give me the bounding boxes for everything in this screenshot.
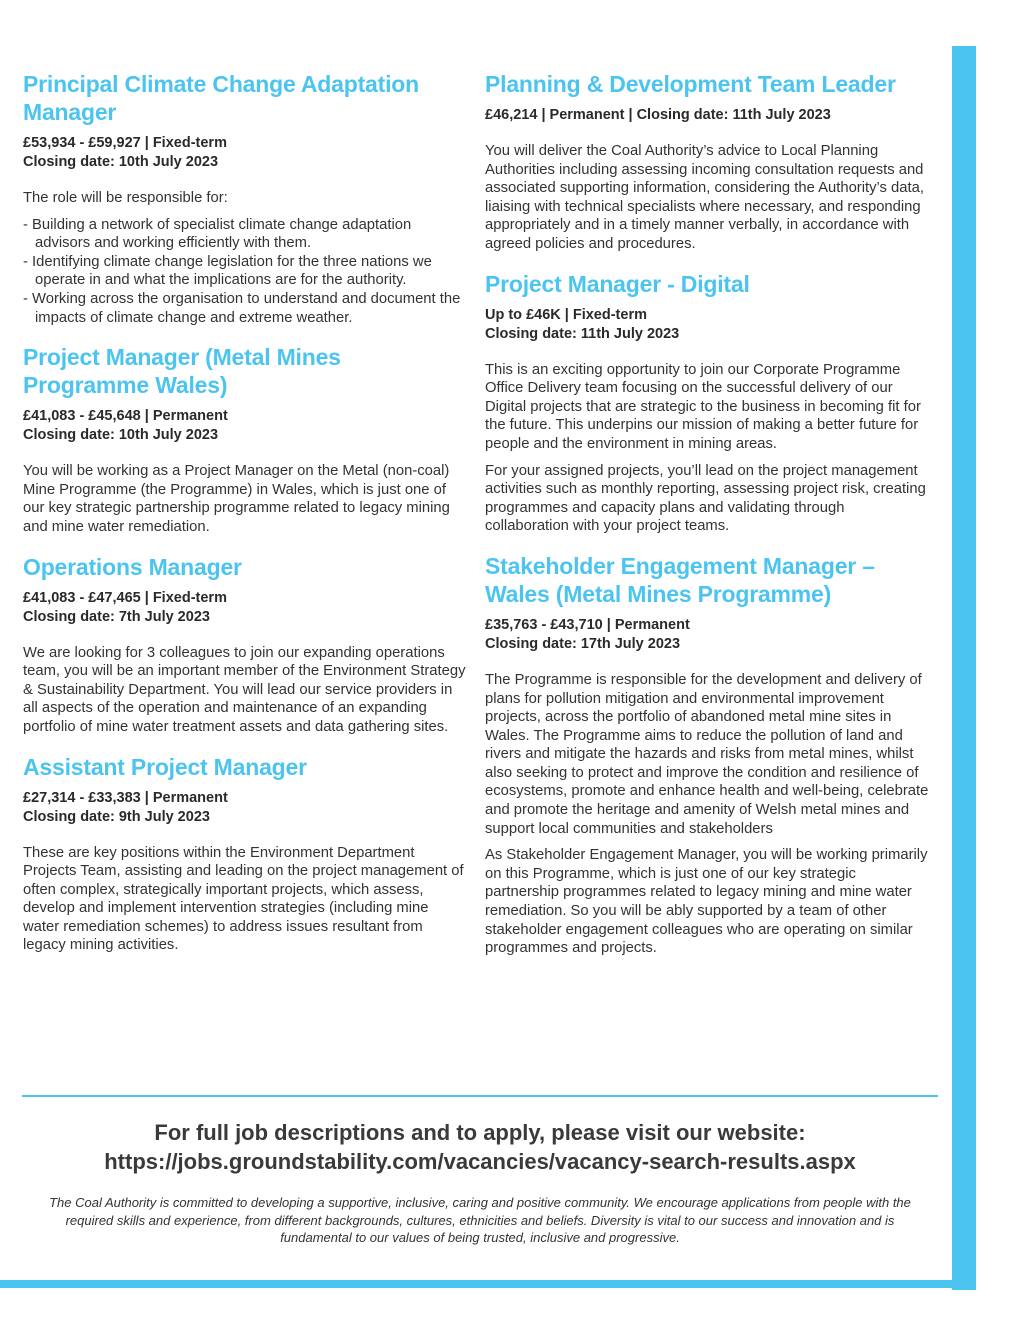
right-column [485,70,930,974]
list-item: - Building a network of specialist climate change adaptation advisors and working efficiently with them. [23,216,412,252]
job-meta [23,407,468,445]
job-meta [23,789,468,827]
job-salary: £41,083 - £47,465 | Fixed-term [23,589,227,606]
job-title: Assistant Project Manager [23,753,307,780]
job-salary: £41,083 - £45,648 | Permanent [23,408,228,425]
job-title: Project Manager - Digital [485,270,750,297]
job-title: Stakeholder Engagement Manager – Wales (Metal Mines Programme) [485,552,875,607]
call-to-action [22,1118,938,1176]
job-title: Project Manager (Metal Mines Programme Wales) [23,344,341,399]
job-listing [485,552,930,958]
job-salary-and-closing-date: £46,214 | Permanent | Closing date: 11th July 2023 [485,107,831,123]
section-divider [22,1095,938,1097]
list-item: - Identifying climate change legislation for the three nations we operate in and what the implications are for the authority. [23,253,432,289]
job-description: We are looking for 3 colleagues to join our expanding operations team, you will be an important member of the Environment Strategy & Sustainability Department. You will lead our service providers in all aspects of the operation and maintenance of an expanding portfolio of mine water treatment assets and data gathering sites. [23,644,466,735]
job-description: The role will be responsible for: [23,190,228,206]
job-listing [485,70,930,254]
job-description: For your assigned projects, you’ll lead on the project management activities such as monthly reporting, assessing project risk, creating programmes and capacity plans and validating through collaboration with your project teams. [485,462,926,535]
job-title: Planning & Development Team Leader [485,71,896,97]
left-column [23,70,468,971]
job-meta [485,106,930,125]
job-closing-date: Closing date: 10th July 2023 [23,427,219,444]
list-item: - Working across the organisation to understand and document the impacts of climate change and extreme weather. [23,290,461,326]
job-meta [23,134,468,172]
job-closing-date: Closing date: 17th July 2023 [485,635,681,652]
job-description: As Stakeholder Engagement Manager, you will be working primarily on this Programme, which is just one of our key strategic partnership programmes related to legacy mining and mine water remediation. So you will be ably supported by a team of other stakeholder engagement colleagues who are operating on similar programmes and projects. [485,847,928,957]
diversity-statement: The Coal Authority is committed to developing a supportive, inclusive, caring and positive community. We encourage applications from people with the required skills and experience, from different backgrounds, cultures, ethnicities and beliefs. Diversity is vital to our success and innovation and is fundamental to our values of being trusted, inclusive and progressive. [49,1195,911,1245]
bottom-accent-bar [0,1280,976,1288]
job-description: This is an exciting opportunity to join our Corporate Programme Office Delivery team focusing on the successful delivery of our Digital projects that are strategic to the business in becoming fit for the future. This underpins our mission of making a better future for people and the environment in mining areas. [485,361,921,452]
job-description: You will deliver the Coal Authority’s advice to Local Planning Authorities including assessing incoming consultation requests and associated supporting information, considering the Authority’s data, liaising with technical specialists where necessary, and responding appropriately and in a timely manner verbally, in accordance with agreed policies and procedures. [485,143,924,252]
website-link[interactable]: https://jobs.groundstability.com/vacancies/vacancy-search-results.aspx [104,1149,856,1174]
job-description: The Programme is responsible for the development and delivery of plans for pollution mitigation and environmental improvement projects, across the portfolio of abandoned metal mine sites in Wales. The Programme aims to reduce the pollution of land and rivers and mitigate the hazards and risks from metal mines, whilst also seeking to protect and improve the condition and resilience of ecosystems, promote and enhance health and well-being, celebrate and promote the heritage and amenity of Welsh metal mines and support local communities and stakeholders [485,671,929,837]
job-meta [23,589,468,627]
job-responsibilities [23,216,468,328]
job-salary: £53,934 - £59,927 | Fixed-term [23,135,227,151]
job-closing-date: Closing date: 10th July 2023 [23,154,219,170]
job-meta [485,616,930,654]
cta-heading: For full job descriptions and to apply, please visit our website: [154,1120,806,1145]
job-listing [23,70,468,327]
job-description: You will be working as a Project Manager on the Metal (non-coal) Mine Programme (the Programme) in Wales, which is just one of our key strategic partnership programme related to legacy mining and mine water remediation. [23,463,450,535]
job-salary: £35,763 - £43,710 | Permanent [485,616,690,633]
job-meta [485,306,930,344]
job-salary: Up to £46K | Fixed-term [485,306,647,323]
job-salary: £27,314 - £33,383 | Permanent [23,789,228,806]
job-title: Principal Climate Change Adaptation Manager [23,71,419,125]
job-title: Operations Manager [23,553,242,580]
job-listing [485,270,930,536]
job-listing [23,553,468,737]
job-closing-date: Closing date: 9th July 2023 [23,808,210,825]
job-description: These are key positions within the Environment Department Projects Team, assisting and leading on the project management of often complex, strategically important projects, which assess, develop and implement intervention strategies (including mine water remediation schemes) to address issues resultant from legacy mining activities. [23,844,464,954]
job-listing [23,343,468,536]
job-closing-date: Closing date: 7th July 2023 [23,608,210,625]
job-listing [23,753,468,956]
right-accent-bar [952,46,976,1290]
job-closing-date: Closing date: 11th July 2023 [485,325,680,342]
